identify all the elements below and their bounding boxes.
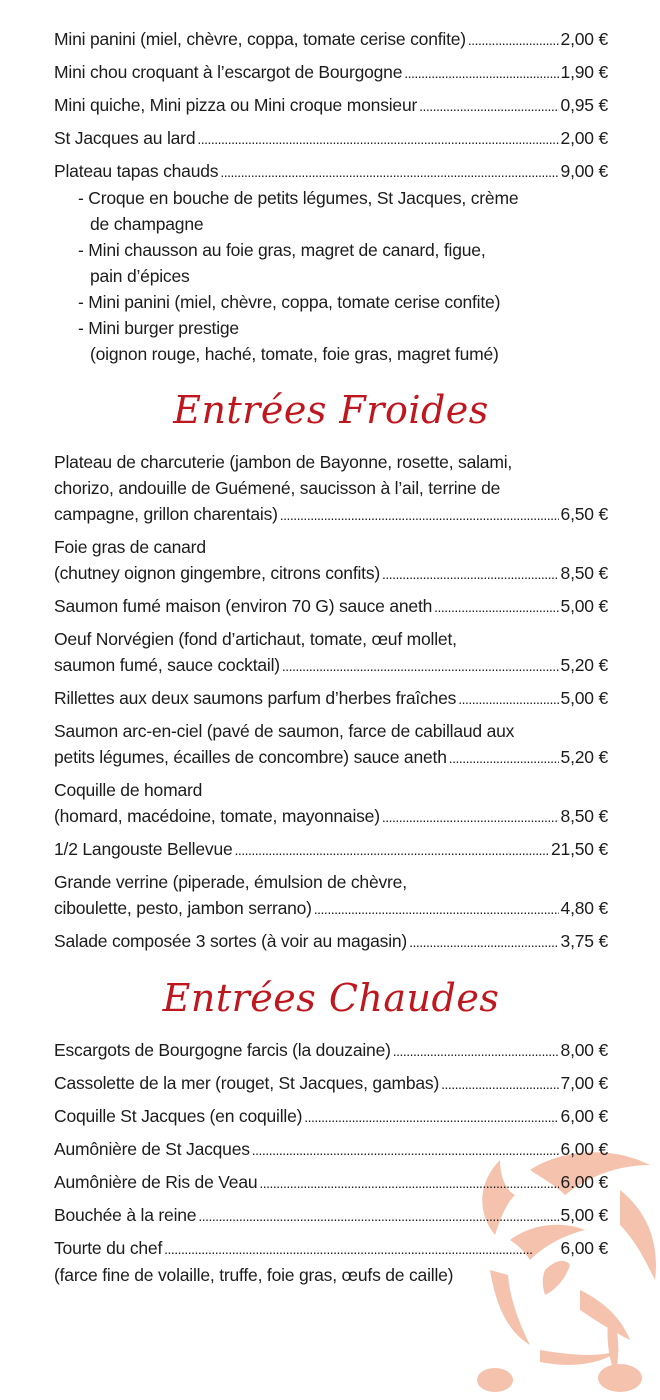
price: 3,75 € (560, 931, 608, 951)
entrees-chaudes-section (54, 1037, 608, 1288)
price: 2,00 € (560, 29, 608, 49)
menu-item: Grande verrine (piperade, émulsion de chèvre, ciboulette, pesto, jambon serrano) . . . 4,80 € (54, 869, 608, 922)
leader-dots (252, 1136, 559, 1163)
price: 5,00 € (560, 688, 608, 708)
menu-item: Escargots de Bourgogne farcis (la douzaine) . . . 8,00 € (54, 1037, 608, 1064)
menu-item: Salade composée 3 sortes (à voir au magasin) . . . 3,75 € (54, 928, 608, 955)
menu-item: Mini quiche, Mini pizza ou Mini croque monsieur . . . 0,95 € (54, 92, 608, 119)
price: 6,00 € (560, 1139, 608, 1159)
menu-item: Rillettes aux deux saumons parfum d’herbes fraîches . . . 5,00 € (54, 685, 608, 712)
menu-item: Bouchée à la reine . . . 5,00 € (54, 1202, 608, 1229)
price: 7,00 € (560, 1073, 608, 1093)
leader-dots (419, 92, 558, 119)
price: 9,00 € (560, 161, 608, 181)
section-title-entrees-froides: Entrées Froides (173, 388, 489, 432)
price: 1,90 € (560, 62, 608, 82)
menu-item: St Jacques au lard . . . 2,00 € (54, 125, 608, 152)
price: 5,00 € (560, 596, 608, 616)
leader-dots (282, 652, 559, 679)
price: 6,00 € (560, 1238, 608, 1258)
section-title-entrees-chaudes: Entrées Chaudes (162, 976, 500, 1020)
leader-dots (458, 685, 558, 712)
leader-dots (382, 560, 559, 587)
price: 5,20 € (560, 655, 608, 675)
menu-item: Coquille de homard (homard, macédoine, tomate, mayonnaise) . . . 8,50 € (54, 777, 608, 830)
menu-item: Plateau de charcuterie (jambon de Bayonne, rosette, salami, chorizo, andouille de Guémené, saucisson à l’ail, terrine de campagne, grillon charentais) . . . 6,50 € (54, 449, 608, 528)
menu-item: Saumon arc-en-ciel (pavé de saumon, farce de cabillaud aux petits légumes, écailles de concombre) sauce aneth . . . 5,20 € (54, 718, 608, 771)
leader-dots (197, 125, 558, 152)
leader-dots (409, 928, 558, 955)
menu-item: 1/2 Langouste Bellevue . . . 21,50 € (54, 836, 608, 863)
price: 8,50 € (560, 806, 608, 826)
leader-dots (404, 59, 558, 86)
entrees-froides-section (54, 449, 608, 955)
price: 6,00 € (560, 1106, 608, 1126)
leader-dots (434, 593, 558, 620)
leader-dots (304, 1103, 558, 1130)
leader-dots (449, 744, 559, 771)
plateau-details: - Croque en bouche de petits légumes, St Jacques, crème de champagne - Mini chausson au foie gras, magret de canard, figue, pain d’épices - Mini panini (miel, chèvre, coppa, tomate cerise confite) - Mini burger prestige (oignon rouge, haché, tomate, foie gras, magret fumé) (78, 188, 519, 364)
leader-dots (382, 803, 559, 830)
price: 8,00 € (560, 1040, 608, 1060)
menu-item: Foie gras de canard (chutney oignon gingembre, citrons confits) . . . 8,50 € (54, 534, 608, 587)
menu-item: Cassolette de la mer (rouget, St Jacques, gambas) . . . 7,00 € (54, 1070, 608, 1097)
price: 2,00 € (560, 128, 608, 148)
leader-dots (468, 26, 559, 53)
menu-item: Aumônière de St Jacques . . . 6,00 € (54, 1136, 608, 1163)
price: 8,50 € (560, 563, 608, 583)
menu-item: Tourte du chef . . . 6,00 € (54, 1235, 608, 1262)
price: 4,80 € (560, 898, 608, 918)
leader-dots (259, 1169, 558, 1196)
leader-dots (393, 1037, 559, 1064)
leader-dots (280, 501, 559, 528)
price: 5,20 € (560, 747, 608, 767)
menu-item: Plateau tapas chauds . . . 9,00 € (54, 158, 608, 185)
menu-item: Mini panini (miel, chèvre, coppa, tomate cerise confite) . . . 2,00 € (54, 26, 608, 53)
leader-dots (198, 1202, 558, 1229)
tapas-section (54, 0, 608, 367)
price: 6.00 € (560, 1172, 608, 1192)
leader-dots (441, 1070, 558, 1097)
menu-item: Coquille St Jacques (en coquille) . . . 6,00 € (54, 1103, 608, 1130)
menu-item: Aumônière de Ris de Veau . . . 6.00 € (54, 1169, 608, 1196)
leader-dots (314, 895, 559, 922)
menu-item: Oeuf Norvégien (fond d’artichaut, tomate, œuf mollet, saumon fumé, sauce cocktail) . . . 5,20 € (54, 626, 608, 679)
menu-item: Saumon fumé maison (environ 70 G) sauce aneth . . . 5,00 € (54, 593, 608, 620)
leader-dots (220, 158, 558, 185)
price: 5,00 € (560, 1205, 608, 1225)
tourte-note: (farce fine de volaille, truffe, foie gras, œufs de caille) (54, 1265, 454, 1285)
leader-dots (164, 1235, 558, 1262)
price: 0,95 € (560, 95, 608, 115)
menu-page (54, 0, 608, 1288)
price: 6,50 € (560, 504, 608, 524)
leader-dots (235, 836, 549, 863)
price: 21,50 € (551, 839, 608, 859)
menu-item: Mini chou croquant à l’escargot de Bourgogne . . . 1,90 € (54, 59, 608, 86)
